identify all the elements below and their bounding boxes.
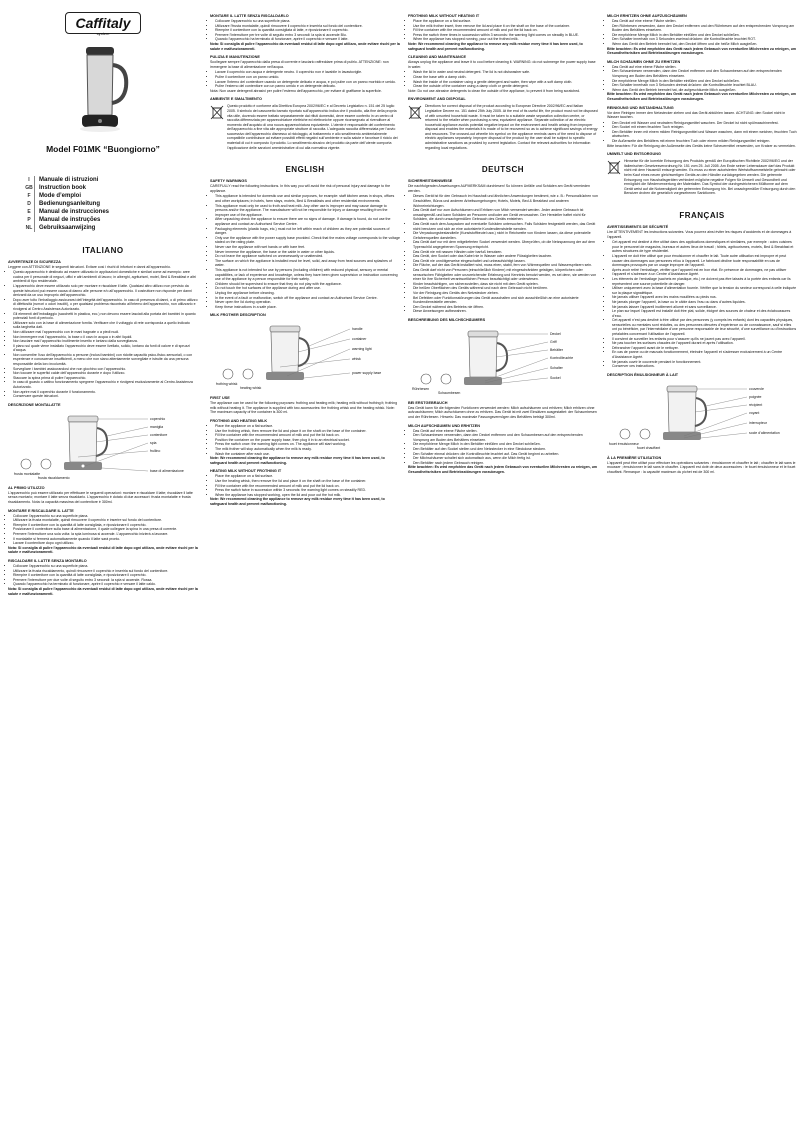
language-label: Instruction book (39, 184, 86, 191)
list-item: • Die Außenseite des Behälters mit einem feuchten Tuch oder einem milden Reinigungsmittel reinigen. (612, 139, 797, 144)
list-item: • Gli elementi dell’imballaggio (sacchetti in plastica, ecc.) non devono essere lasciati alla portata dei bambini in quanto potenziali fonti di pericolo. (13, 312, 198, 321)
diagram-label: Schaumbesen (438, 390, 461, 395)
list-item: • Cet appareil est destiné à être utilisé dans des applications domestiques et similaires, par exemple : coins cuisines pour le personnel de magasins, bureaux et autres lieux de travail ; hôtels, agritourismes, motels, Bed & Breakfast et autres structures de type résidentiel. (612, 240, 797, 254)
brand-name: Caffitaly (65, 12, 142, 34)
de-heat-note: Bitte beachten: Es wird empfohlen das Gerät nach jedem Gebrauch von eventuellen Milchresten zu reinigen, um Gesundheitsrisiken und Betriebsstörungen vorzubeugen. (607, 46, 797, 56)
column-english-deutsch (408, 10, 598, 476)
list-item: • Pulire l’esterno del contenitore con un panno umido e un detergente delicato. (215, 84, 400, 89)
list-item: • Ne jamais utiliser l’appareil avec les mains mouillées ou pieds nus. (612, 295, 797, 300)
frother-diagram-icon (210, 322, 400, 392)
list-item: • Den Behälter nach jedem Gebrauch reinigen. (413, 461, 598, 466)
language-label: Manuale di istruzioni (39, 176, 99, 183)
list-item: • Den Rührbesen verwenden, dann den Deckel entfernen und den Rührbesen auf den entsprechenden Vorsprung am Boden des Behälters einsetzen. (612, 24, 797, 33)
diagram-label: maniglia (150, 424, 164, 429)
list-item: • Fill the container with the recommended amount of milk and put the lid back on. (413, 28, 598, 33)
diagram-label: container (352, 337, 367, 342)
language-label: Mode d’emploi (39, 192, 81, 199)
en-foam-note: Note: We recommend cleaning the appliance to remove any milk residue every time it has been used, to safeguard health and prevent malfunctioning. (210, 456, 385, 465)
list-item: • The surface on which the appliance is installed must be level, solid, and away from heat sources and splashes of water. (215, 259, 400, 268)
language-label: Gebruiksaanwijzing (39, 224, 96, 231)
diagram-label: frullino (150, 448, 161, 453)
en-env-text: Directions for correct disposal of the product according to European Directive 2002/96/EC and Italian Legislative Decree no. 151 dated 25th July 2005. At the end of its useful life, the product must not be disposed of with unsorted household waste. It must be taken to a suitable waste separation collection centre, or returned to the retailer when purchasing a new, equivalent appliance. Separate collection of an electric household appliance avoids potential negative impact on the environment and health arising from improper disposal and enables the materials it is made of to be recovered so as to achieve significant savings of energy and resources. The crossed-out wheelie bin symbol on the appliance reminds users of the need to dispose of electric appliances separately. Improper disposal of the product by the user shall be subject to specific administrative sanctions as provided by current legislation. Contact the relevant authorities for information regarding local regulations. (425, 104, 598, 150)
list-item: • Wash the container after each use. (215, 452, 400, 457)
list-item: • Das Gerät nie unnötigerweise eingeschaltet und unbeaufsichtigt lassen. (413, 259, 598, 264)
list-item: • Das Gerät nie mit nassen Händen oder barfuß benutzen. (413, 250, 598, 255)
list-item: • Never immerse the appliance, the base or the cable in water or other liquids. (215, 250, 400, 255)
list-item: • Non aprire mai il coperchio durante il funzionamento. (13, 390, 198, 395)
list-item: • Place the appliance on a flat surface. (413, 19, 598, 24)
de-cold-title: MILCH SCHÄUMEN OHNE ZU ERHITZEN (607, 59, 681, 64)
de-first-use-title: BEI ERSTGEBRAUCH (408, 400, 448, 405)
it-env-text: Questo prodotto è conforme alla Direttiva Europea 2002/96/EC e al Decreto Legislativo n. 151 del 25 luglio 2005. Il simbolo del cassonetto barrato riportato sull’apparecchio indica che il prodotto, alla fine della propria vita utile, dovendo essere trattato separatamente dai rifiuti domestici, deve essere conferito in un centro di raccolta differenziata per apparecchiature elettriche ed elettroniche oppure riconsegnato al rivenditore al momento dell’acquisto di una nuova apparecchiatura equivalente. L’utente è responsabile del conferimento dell’apparecchio a fine vita alle appropriate strutture di raccolta. L’adeguata raccolta differenziata per l’avvio successivo dell’apparecchio dismesso al riciclaggio, al trattamento e allo smaltimento ambientalmente compatibile contribuisce ad evitare possibili effetti negativi sull’ambiente e sulla salute e favorisce il riciclo dei materiali di cui è composto il prodotto. Lo smaltimento abusivo del prodotto da parte dell’utente comporta l’applicazione delle sanzioni amministrative di cui alla normativa vigente. (227, 104, 398, 150)
list-item: • In caso di guasto o cattivo funzionamento spegnere l’apparecchio e rivolgersi esclusivamente al Centro Assistenza Autorizzato. (13, 380, 198, 389)
list-item: • Pulire il contenitore con un panno umido. (215, 75, 400, 80)
list-item: • Non lasciare mai l’apparecchio inutilmente inserito e lontano dalla sorveglianza. (13, 339, 198, 344)
list-item: • Das Gerät auf eine ebene Fläche stellen. (612, 65, 797, 70)
diagram-label: Griff (550, 339, 557, 344)
list-item: • Fill the container with the recommended amount of milk and put the lid back on. (215, 484, 400, 489)
en-env-block (408, 104, 598, 151)
de-diagram (408, 327, 598, 397)
list-item: • Riempire il contenitore con la quantità consigliata di latte, e riposizionare il coperchio. (215, 28, 400, 33)
diagram-label: Schalter (550, 365, 563, 370)
list-item: • Die empfohlene Menge Milch in den Behälter einfüllen und den Deckel schließen. (612, 33, 797, 38)
it-env-title: AMBIENTE E SMALTIMENTO (210, 97, 262, 102)
list-item: • Den Behälter innen mit einem milden Reinigungsmittel und Wasser waschen, dann mit einem weichen, feuchten Tuch abwischen. (612, 130, 797, 139)
list-item: • Il piano sul quale viene installato l’apparecchio deve essere livellato, solido, lontano da fonti di calore e di spruzzi d’acqua. (13, 344, 198, 353)
product-image (8, 43, 198, 138)
list-item: • Utilizzare l’frusta montalatte, quindi rimuovere il coperchio e inserirla sul fondo del contenitore. (215, 24, 400, 29)
de-clean-title: REINIGUNG UND INSTANDHALTUNG (607, 105, 674, 110)
list-item: • When the appliance has stopped running, pour out the frothed milk. (413, 37, 598, 42)
frother-diagram-icon (408, 327, 598, 397)
language-code: E (24, 208, 35, 216)
list-item: • Use the frothing whisk, then remove the lid and place it on the shaft on the base of the container. (215, 429, 400, 434)
list-item: • Lavare l’interno del contenitore usando un detergente delicato e acqua, e poi pulire con un panno morbido e umido. (215, 80, 400, 85)
fr-first-use-text: L’appareil peut être utilisé pour effectuer les opérations suivantes : émulsionner et chauffer le lait ; chauffer le lait sans le mousser ; émulsionner le lait sans le chauffer. L’appareil est doté de deux accessoires : le fouet émulsionneur et le fouet chauffant. Remarque : la capacité maximum du pichet est de 300 ml. (607, 460, 796, 474)
diagram-label: Behälter (550, 347, 564, 352)
it-cold-list (210, 19, 400, 42)
list-item: • Place the appliance on a flat surface. (215, 474, 400, 479)
en-desc-title: MILK FROTHER DESCRIPTION (210, 313, 266, 318)
column-italiano-english (210, 10, 400, 508)
en-heat-title: HEATING MILK WITHOUT FROTHING IT (210, 469, 282, 474)
en-cold-note: Note: We recommend cleaning the appliance to remove any milk residue every time it has been used, to safeguard health and prevent malfunctioning. (408, 41, 583, 51)
list-item: • Das Gerät, den Sockel oder das Kabel nie in Wasser oder andere Flüssigkeiten tauchen. (413, 254, 598, 259)
list-item: • In the event of a fault or malfunction, switch off the appliance and contact an Authorised Service Centre. (215, 296, 400, 301)
de-safety-list (408, 194, 598, 313)
list-item: • Die heißen Oberflächen des Geräts während und nach dem Gebrauch nicht berühren. (413, 286, 598, 291)
list-item: • Dopo aver tolto l’imballaggio assicurarsi dell’integrità dell’apparecchio. In caso di presenza di danni, o di primo utilizzo di difettosità (rumori o odori insoliti), o per qualsiasi problema riscontrato all’interno dell’apparecchio, non utilizzarlo e rivolgersi al Centro Assistenza Autorizzato. (13, 298, 198, 312)
en-diagram (210, 322, 400, 392)
fr-diagram (607, 382, 797, 452)
list-item: • Non immergere mai l’apparecchio, la base o il cavo in acqua o in altri liquidi. (13, 335, 198, 340)
language-item (24, 208, 198, 216)
list-item: • This appliance is not intended for use by persons (including children) with reduced physical, sensory or mental capabilities, or lack of experience and knowledge, unless they have been given supervision or instruction concerning use of the appliance by a person responsible for their safety. (215, 268, 400, 282)
it-heat-note: Nota: Si consiglia di pulire l’apparecchio da eventuali residui di latte dopo ogni utilizzo, onde evitare rischi per la salute e malfunzionamenti. (8, 586, 198, 596)
list-item: • Die empfohlene Menge Milch in den Behälter einfüllen und den Deckel schließen. (612, 79, 797, 84)
list-item: • Press the switch twice in succession within 3 seconds: the warning light comes on steadily RED. (215, 488, 400, 493)
list-item: • Packaging elements (plastic bags, etc.) must not be left within reach of children as they are potential sources of danger. (215, 227, 400, 236)
it-diagram (8, 412, 198, 482)
en-safety-intro: CAREFULLY read the following instructions. In this way you will avoid the risk of personal injury and damage to the appliance. (210, 184, 391, 193)
list-item: • Clean the outside of the container using a damp cloth or gentle detergent. (413, 84, 598, 89)
milk-frother-icon (68, 43, 138, 138)
list-item: • Den Schalter einmal drücken: die Kontrollleuchte leuchtet auf. Das Gerät beginnt zu arbeiten. (413, 452, 598, 457)
en-clean-text: Always unplug the appliance and leave it to cool before cleaning it. WARNING: do not submerge the power supply base in water. (408, 60, 596, 69)
crossed-bin-icon (607, 159, 621, 175)
diagram-label: Rührbesen (412, 386, 430, 391)
language-label: Manual de instruções (39, 216, 101, 223)
diagram-label: coperchio (150, 416, 166, 421)
language-item (24, 192, 198, 200)
list-item: • Non consentire l’uso dell’apparecchio a persone (inclusi bambini) con ridotte capacità psico-fisico-sensoriali, o con esperienze e conoscenze insufficienti, a meno che non siano attentamente sorvegliate e istruite da una persona responsabile della loro incolumità. (13, 353, 198, 367)
list-item: • Ne jamais ouvrir le couvercle pendant le fonctionnement. (612, 360, 797, 365)
list-item: • Clean the base with a damp cloth. (413, 75, 598, 80)
list-item: • Le plan sur lequel l’appareil est installé doit être plat, solide, éloigné des sources de chaleur et des éclaboussures d’eau. (612, 309, 797, 318)
list-item: • Der Milchschäumer schaltet sich automatisch aus, wenn die Milch fertig ist. (413, 456, 598, 461)
it-clean-list (210, 70, 400, 88)
list-item: • Ne jamais plonger l’appareil, la base ou le câble dans l’eau ou dans d’autres liquides. (612, 300, 797, 305)
list-item: • Dieses Gerät ist für den Gebrauch im Haushalt und ähnlichen Anwendungen bestimmt, wie z. B.: Personalküchen von Geschäften, Büros und anderen Arbeitsumgebungen; Hotels, Motels, Bed & Breakfast und anderen Wohneinrichtungen. (413, 194, 598, 208)
list-item: • Riempire il contenitore con la quantità di latte consigliata, e riposizionare il coperchio. (13, 573, 198, 578)
de-clean-list (607, 121, 797, 144)
list-item: • Fill the container with the recommended amount of milk and put the lid back on. (215, 433, 400, 438)
de-first-use-text: Das Gerät kann für die folgenden Funktionen verwendet werden: Milch aufschäumen und erhitzen; Milch erhitzen ohne aufzuschäumen; Milch aufschäumen ohne zu erhitzen. Das Gerät ist mit zwei Einsätzen ausgestattet: der Schaumbesen und der Rührbesen. Hinweis: Das maximale Fassungsvermögen des Behälters beträgt 300ml. (408, 405, 597, 420)
it-first-use-title: AL PRIMO UTILIZZO (8, 485, 45, 490)
language-item (24, 224, 198, 232)
list-item: • L’appareil ne doit être utilisé que pour émulsionner et chauffer le lait. Toute autre utilisation est impropre et peut causer des dommages aux personnes et/ou à l’appareil. Le fabricant décline toute responsabilité en cas de dommages provoqués par un usage impropre de l’appareil. (612, 254, 797, 268)
it-cold-title: MONTARE IL LATTE SENZA RISCALDARLO (210, 14, 289, 18)
it-cold-note: Nota: Si consiglia di pulire l’apparecchio da eventuali residui di latte dopo ogni utilizzo, onde evitare rischi per la salute e malfunzionamenti. (210, 41, 400, 51)
list-item: • Il convient de surveiller les enfants pour s’assurer qu’ils ne jouent pas avec l’appareil. (612, 337, 797, 342)
list-item: • Cet appareil n’est pas destiné à être utilisé par des personnes (y compris les enfants) dont les capacités physiques, sensorielles ou mentales sont réduites, ou des personnes dénuées d’expérience ou de connaissance, sauf si elles ont pu bénéficier, par l’intermédiaire d’une personne responsable de leur sécurité, d’une surveillance ou d’instructions préalables concernant l’utilisation de l’appareil. (612, 318, 797, 336)
brand-logo (8, 12, 198, 37)
list-item: • Ne jamais laisser l’appareil inutilement allumé et sans surveillance. (612, 305, 797, 310)
language-item (24, 176, 198, 184)
diagram-label: spia (150, 440, 157, 445)
brand-sub: system (96, 31, 110, 36)
language-label: Manual de instrucciones (39, 208, 110, 215)
language-item (24, 184, 198, 192)
list-item: • Den Schaumbesen verwenden, dann den Deckel entfernen und den Schaumbesen auf den entsprechenden Vorsprung am Boden des Behälters einsetzen. (413, 433, 598, 442)
list-item: • Das Gerät auf eine ebene Fläche stellen. (413, 429, 598, 434)
list-item: • Conserver ces instructions. (612, 364, 797, 369)
list-item: • En cas de panne ou de mauvais fonctionnement, éteindre l’appareil et s’adresser exclusivement à un Centre d’Assistance Agréé. (612, 350, 797, 359)
model-title: Model F01MK “Buongiorno” (46, 143, 160, 154)
en-foam-title: FROTHING AND HEATING MILK (210, 419, 268, 424)
en-clean-title: CLEANING AND MAINTENANCE (408, 55, 467, 60)
en-safety-list (210, 194, 400, 309)
en-first-use-title: FIRST USE (210, 396, 230, 401)
list-item: • When the appliance has stopped working, open the lid and pour out the hot milk. (215, 493, 400, 498)
list-item: • Die Verpackungsbestandteile (Kunststoffbeutel usw.) nicht in Reichweite von Kindern lassen, da diese potenzielle Gefahrenquellen darstellen. (413, 231, 598, 240)
list-item: • Wenn das Gerät den Betrieb beendet hat, den Deckel öffnen und die heiße Milch ausgießen. (612, 42, 797, 47)
list-item: • Utilizzare solo con la base di alimentazione fornita. Verificare che il voltaggio di rete corrisponda a quello indicato sulla targhetta dati. (13, 321, 198, 330)
de-cold-list (607, 65, 797, 93)
list-item: • Questo apparecchio è destinato ad essere utilizzato in applicazioni domestiche e similari come ad esempio: aree cucina per il personale di negozi, uffici e altri ambienti di lavoro; in alberghi, agriturismi, motel, Bed & Breakfast e altri ambienti di tipo residenziale. (13, 270, 198, 284)
list-item: • Vor der Reinigung des Geräts den Netzstecker ziehen. (413, 291, 598, 296)
language-code: GB (24, 184, 35, 192)
en-first-use-text: The appliance can be used for the following purposes: frothing and heating milk; heating milk without frothing it; frothing milk without heating it. The appliance is supplied with two accessories: the frothing whisk and the heating whisk. Note: The maximum capacity of the container is 300 ml. (210, 401, 398, 415)
language-item (24, 216, 198, 224)
list-item: • Bei Defekten oder Funktionsstörungen das Gerät ausschalten und sich ausschließlich an eine autorisierte Kundendienststelle wenden. (413, 296, 598, 305)
list-item: • Diese Anweisungen aufbewahren. (413, 309, 598, 314)
it-heat-list (8, 564, 198, 587)
diagram-label: fouet chauffant (637, 445, 661, 450)
language-list (24, 176, 198, 232)
diagram-label: Deckel (550, 331, 561, 336)
list-item: • Quando l’apparecchio ha terminato di funzionare, aprire il coperchio e versare il latte caldo. (13, 582, 198, 587)
language-code: I (24, 176, 35, 184)
list-item: • Staccare la spina prima di pulire l’apparecchio. (13, 376, 198, 381)
list-item: • Débrancher l’appareil avant de le nettoyer. (612, 346, 797, 351)
list-item: • Wash the lid in water and neutral detergent. The lid is not dishwasher safe. (413, 70, 598, 75)
language-code: F (24, 192, 35, 200)
list-item: • Posizionare il contenitore sulla base di alimentazione, il quale collegare la spina in una presa di corrente. (13, 527, 198, 532)
list-item: • Use the heating whisk, then remove the lid and place it on the shaft on the base of the container. (215, 479, 400, 484)
diagram-label: socle d’alimentation (749, 430, 780, 435)
diagram-label: whisk (352, 357, 361, 362)
list-item: • Premere l’interruttore per tre volte di seguito entro 3 secondi: la spia si accende Blu. (215, 33, 400, 38)
diagram-label: couvercle (749, 386, 764, 391)
list-item: • Das Gerät darf nur zum Aufschäumen und Erhitzen von Milch verwendet werden. Jeder andere Gebrauch ist unsachgemäß und kann Schäden an Personen und/oder am Gerät verursachen. Der Hersteller haftet nicht für Schäden, die durch unsachgemäßen Gebrauch des Geräts entstehen. (413, 208, 598, 222)
list-item: • Utilizzare la frusta montalatte, quindi rimuovere il coperchio e inserire sul fondo del contenitore. (13, 518, 198, 523)
list-item: • Wenn das Gerät den Betrieb beendet hat, die aufgeschäumte Milch ausgießen. (612, 88, 797, 93)
list-item: • Press the switch three times in succession within 3 seconds: the warning light comes on steadily in BLUE. (413, 33, 598, 38)
list-item: • Kinder beaufsichtigen, um sicherzustellen, dass sie nicht mit dem Gerät spielen. (413, 282, 598, 287)
list-item: • Wash the inside of the container using a gentle detergent and water, then wipe with a soft damp cloth. (413, 80, 598, 85)
list-item: • Use the milk frother insert, then remove the lid and place it on the shaft on the base of the container. (413, 24, 598, 29)
list-item: • Riempire il contenitore con la quantità di latte consigliata, e riposizionare il coperchio. (13, 523, 198, 528)
de-heat-title: MILCH ERHITZEN OHNE AUFZUSCHÄUMEN (607, 14, 687, 18)
en-env-title: ENVIRONMENT AND DISPOSAL (408, 97, 466, 102)
list-item: • Collocare l’apparecchio su una superficie piana. (13, 514, 198, 519)
list-item: • Do not touch the hot surfaces of the appliance during and after use. (215, 286, 400, 291)
language-code: P (24, 216, 35, 224)
it-desc-title: DESCRIZIONE MONTALATTE (8, 402, 61, 407)
fr-desc-title: DESCRIPTION ÉMULSIONNEUR À LAIT (607, 372, 679, 377)
fr-safety-list (607, 240, 797, 369)
diagram-label: voyant (749, 410, 760, 415)
diagram-label: récipient (749, 402, 763, 407)
de-env-block (607, 159, 797, 197)
it-foam-title: MONTARE E RISCALDARE IL LATTE (8, 508, 74, 513)
it-clean-note: Nota: Non usare detergenti abrasivi per pulire l’esterno dell’apparecchio, per evitare di graffiarne la superficie. (210, 88, 382, 93)
en-clean-note: Note: Do not use abrasive detergents to clean the outside of the appliance, to prevent it from being scratched. (408, 88, 581, 93)
list-item: • Premere l’interruttore una sola volta: la spia luminosa si accende. L’apparecchio inizierà a lavorare. (13, 532, 198, 537)
de-clean-text: Vor dem Reinigen immer den Netzstecker ziehen und das Gerät abkühlen lassen. ACHTUNG: den Sockel nicht in Wasser tauchen. (607, 110, 786, 120)
list-item: • This appliance is intended for domestic use and similar purposes, for example: staff kitchen areas in shops, offices and other workplaces; in hotels, farm stays, motels, Bed & Breakfasts and other residential environments. (215, 194, 400, 203)
list-item: • Den Deckel mit Wasser und neutralem Reinigungsmittel waschen. Der Deckel ist nicht spülmaschinenfest. (612, 121, 797, 126)
de-cold-note: Bitte beachten: Es wird empfohlen das Gerät nach jedem Gebrauch von eventuellen Milchresten zu reinigen, um Gesundheitsrisiken und Betriebsstörungen vorzubeugen. (607, 92, 797, 101)
it-safety-title: AVVERTENZE DI SICUREZZA (8, 259, 61, 264)
list-item: • Quando l’apparecchio ha terminato di funzionare, aprire il coperchio e versare il latte. (215, 37, 400, 42)
list-item: • Den Behälter auf den Sockel stellen und den Netzstecker in eine Steckdose stecken. (413, 447, 598, 452)
list-item: • Conservare queste istruzioni. (13, 394, 198, 399)
en-foam-list (210, 424, 400, 456)
list-item: • Only use the appliance with the power supply base provided. Check that the mains voltage corresponds to the voltage stated on the rating plate. (215, 236, 400, 245)
de-foam-list (408, 429, 598, 466)
list-item: • Den Schalter innerhalb von 3 Sekunden dreimal drücken: die Kontrollleuchte leuchtet BLAU. (612, 83, 797, 88)
it-first-use-text: L’apparecchio può essere utilizzato per effettuare le seguenti operazioni: montare e riscaldare il latte; riscaldare il latte senza montarlo; montare il latte senza riscaldarlo. L’apparecchio è dotato di due accessori: frusta montalatte e frusta riscaldamento. Nota: la capacità massima del contenitore è 300ml. (8, 490, 193, 504)
list-item: • Collocare l’apparecchio su una superficie piana. (215, 19, 400, 24)
diagram-label: base di alimentazione (150, 468, 184, 473)
de-env-text: Hinweise für die korrekte Entsorgung des Produkts gemäß der Europäischen Richtlinie 2002/96/EG und der italienischen Gesetzesverordnung Nr. 151 vom 25. Juli 2005. Am Ende seiner Lebensdauer darf das Produkt nicht mit dem Hausmüll entsorgt werden. Es muss zu einer autorisierten Wertstoffsammelstelle gebracht oder beim Kauf eines neuen gleichwertigen Geräts an den Händler zurückgegeben werden. Die getrennte Entsorgung von Haushaltsgeräten verhindert mögliche negative Folgen für Umwelt und Gesundheit und ermöglicht die Wiederverwertung der Materialien. Das Symbol der durchgestrichenen Mülltonne auf dem Gerät weist auf die Notwendigkeit der getrennten Entsorgung hin. Bei unsachgemäßer Entsorgung durch den Benutzer drohen die gesetzlich vorgesehenen Sanktionen. (624, 159, 796, 196)
it-foam-list (8, 514, 198, 546)
list-item: • Position the container on the power supply base, then plug it in to an electrical socket. (215, 438, 400, 443)
it-safety-list (8, 270, 198, 399)
list-item: • The milk frother will stop automatically when the milk is ready. (215, 447, 400, 452)
list-item: • Die Fläche, auf der das Gerät installiert wird, muss eben, stabil, fern von Wärmequellen und Wasserspritzern sein. (413, 263, 598, 268)
it-env-block (210, 104, 400, 151)
it-foam-note: Nota: Si consiglia di pulire l’apparecchio da eventuali residui di latte dopo ogni utilizzo, onde evitare rischi per la salute e malfunzionamenti. (8, 545, 198, 555)
list-item: • Non utilizzare mai l’apparecchio con le mani bagnate o a piedi nudi. (13, 330, 198, 335)
en-clean-list (408, 70, 598, 88)
list-item: • Utiliser uniquement avec la base d’alimentation fournie. Vérifier que la tension du secteur correspond à celle indiquée sur la plaque signalétique. (612, 286, 797, 295)
list-item: • Children should be supervised to ensure that they do not play with the appliance. (215, 282, 400, 287)
it-clean-title: PULIZIA E MANUTENZIONE (210, 55, 260, 60)
diagram-label: power supply base (352, 371, 382, 376)
column-cover-italiano (8, 10, 198, 597)
diagram-label: frusta riscaldamento (38, 475, 70, 480)
de-desc-title: BESCHREIBUNG DES MILCHSCHÄUMERS (408, 317, 486, 322)
list-item: • Les éléments de l’emballage (sachets en plastique, etc.) ne doivent pas être laissés à la portée des enfants car ils représentent une source potentielle de danger. (612, 277, 797, 286)
list-item: • Press the switch once: the warning light comes on. The appliance will start working. (215, 442, 400, 447)
en-cold-title: FROTHING MILK WITHOUT HEATING IT (408, 14, 480, 18)
list-item: • Die empfohlene Menge Milch in den Behälter einfüllen und den Deckel schließen. (413, 442, 598, 447)
list-item: • Utilizzare la frusta riscaldamento, quindi rimuovere il coperchio e inserirla sul fondo del contenitore. (13, 569, 198, 574)
column-deutsch-francais (607, 10, 797, 476)
de-foam-title: MILCH AUFSCHÄUMEN UND ERHITZEN (408, 423, 480, 428)
de-safety-intro: Die nachfolgenden Anweisungen AUFMERKSAM durchlesen! So können Unfälle und Schäden am Gerät vermieden werden. (408, 184, 590, 193)
list-item: • Premere l’interruttore per due volte di seguito entro 3 secondi: la spia si accende. Rossa. (13, 578, 198, 583)
list-item: • After unpacking check the appliance to ensure there are no signs of damage. If damage is found, do not use the appliance and contact an Authorised Service Centre. (215, 217, 400, 226)
list-item: • Ne pas toucher les surfaces chaudes de l’appareil durant et après l’utilisation. (612, 341, 797, 346)
diagram-label: frusta montalatte (14, 471, 41, 476)
en-heat-list (210, 474, 400, 497)
language-item (24, 200, 198, 208)
diagram-label: Kontrollleuchte (550, 355, 574, 360)
heading-italiano: ITALIANO (82, 245, 124, 255)
list-item: • Den Deckel während des Betriebs nie öffnen. (413, 305, 598, 310)
de-env-title: UMWELT UND ENTSORGUNG (607, 152, 661, 157)
de-clean-note: Bitte beachten: Für die Reinigung der Außenseite des Geräts keine Scheuermittel verwenden, um Kratzer zu vermeiden. (607, 143, 796, 148)
list-item: • L’apparecchio deve essere utilizzato solo per montare e riscaldare il latte. Qualsiasi altro utilizzo non previsto da queste istruzioni può essere causa di danno alle persone e/o all’apparecchio. Il costruttore non risponde per danni derivanti da un uso improprio dell’apparecchio. (13, 284, 198, 298)
list-item: • Das Gerät darf nur mit dem mitgelieferten Sockel verwendet werden. Überprüfen, ob die Netzspannung der auf dem Typenschild angegebenen Spannung entspricht. (413, 240, 598, 249)
list-item: • Lavare il coperchio con acqua e detergente neutro. Il coperchio non è lavabile in lavastoviglie. (215, 70, 400, 75)
list-item: • Après avoir retiré l’emballage, vérifier que l’appareil est en bon état. En présence de dommages, ne pas utiliser l’appareil et s’adresser à un Centre d’Assistance Agréé. (612, 268, 797, 277)
de-foam-note: Bitte beachten: Es wird empfohlen das Gerät nach jedem Gebrauch von eventuellen Milchresten zu reinigen, um Gesundheitsrisiken und Betriebsstörungen vorzubeugen. (408, 465, 598, 474)
list-item: • Den Schalter innerhalb von 3 Sekunden zweimal drücken: die Kontrollleuchte leuchtet ROT. (612, 37, 797, 42)
list-item: • Do not leave the appliance switched on unnecessarily or unattended. (215, 254, 400, 259)
diagram-label: fouet émulsionneur (609, 441, 639, 446)
heading-english: ENGLISH (285, 165, 325, 175)
list-item: • Lavare il contenitore dopo ogni utilizzo. (13, 541, 198, 546)
it-heat-title: RISCALDARE IL LATTE SENZA MONTARLO (8, 558, 87, 563)
it-safety-intro: Leggere con ATTENZIONE le seguenti istruzioni. Evitare così i rischi di infortuni e danni all’apparecchio. (8, 264, 171, 269)
list-item: • Place the appliance on a flat surface. (215, 424, 400, 429)
list-item: • Sorvegliare i bambini assicurandosi che non giochino con l’apparecchio. (13, 367, 198, 372)
it-clean-text: Scollegare sempre l’apparecchio dalla presa di corrente e lasciarlo raffreddare prima di pulirlo. ATTENZIONE: non immergere la base di alimentazione nell’acqua. (210, 60, 389, 69)
diagram-label: heating whisk (240, 386, 262, 391)
diagram-label: warning light (352, 347, 372, 352)
de-heat-list (607, 19, 797, 47)
list-item: • Den Schaumbesen verwenden, dann den Deckel entfernen und den Schaumbesen auf den entsprechenden Vorsprung am Boden des Behälters einsetzen. (612, 69, 797, 78)
list-item: • Collocare l’apparecchio su una superficie piana. (13, 564, 198, 569)
list-item: • Das Gerät nach dem Auspacken auf eventuelle Schäden untersuchen. Falls Schäden festgestellt werden, das Gerät nicht benutzen und sich an eine autorisierte Kundendienststelle wenden. (413, 222, 598, 231)
language-code: NL (24, 224, 35, 232)
list-item: • Il montalatte si fermerà automaticamente quando il latte sarà pronto. (13, 537, 198, 542)
list-item: • Never open the lid during operation. (215, 300, 400, 305)
list-item: • Das Gerät darf nicht von Personen (einschließlich Kindern) mit eingeschränkten geistigen, körperlichen oder sensorischen Fähigkeiten oder unzureichender Erfahrung und Kenntnis benutzt werden, es sei denn, sie werden von einer für ihre Sicherheit verantwortlichen Person beaufsichtigt oder unterwiesen. (413, 268, 598, 282)
en-heat-note: Note: We recommend cleaning the appliance to remove any milk residue every time it has been used, to safeguard health and prevent malfunctioning. (210, 497, 385, 506)
list-item: • Das Gerät auf eine ebene Fläche stellen. (612, 19, 797, 24)
fr-safety-intro: Lire ATTENTIVEMENT les instructions suivantes. Vous pourrez ainsi éviter les risques d’accidents et de dommages à l’appareil. (607, 230, 792, 239)
diagram-label: poignée (749, 394, 762, 399)
list-item: • Den Sockel mit einem feuchten Tuch reinigen. (612, 125, 797, 130)
language-label: Bedienungsanleitung (39, 200, 101, 207)
list-item: • Keep these instructions in a safe place. (215, 305, 400, 310)
diagram-label: interrupteur (749, 420, 767, 425)
diagram-label: contenitore (150, 432, 168, 437)
diagram-label: frothing whisk (216, 382, 238, 387)
crossed-bin-icon (210, 104, 224, 120)
list-item: • Unplug the appliance before cleaning. (215, 291, 400, 296)
diagram-label: handle (352, 327, 363, 332)
heading-deutsch: DEUTSCH (481, 165, 525, 175)
fr-safety-title: AVERTISSEMENTS DE SÉCURITÉ (607, 225, 669, 229)
language-code: D (24, 200, 35, 208)
list-item: • Never use the appliance with wet hands or with bare feet. (215, 245, 400, 250)
list-item: • This appliance must only be used to froth and heat milk. Any other use is improper and may cause damage to persons and/or the appliance. The manufacturer will not be responsible for injury or damage resulting from the improper use of the appliance. (215, 204, 400, 218)
en-safety-title: SAFETY WARNINGS (210, 179, 247, 184)
en-cold-list (408, 19, 598, 42)
diagram-label: Sockel (550, 375, 561, 380)
heading-francais: FRANÇAIS (679, 211, 725, 220)
fr-first-use-title: À LA PREMIÈRE UTILISATION (607, 455, 662, 460)
de-safety-title: SICHERHEITSHINWEISE (408, 179, 453, 184)
list-item: • Non toccare le superfici calde dell’apparecchio durante e dopo l’utilizzo. (13, 371, 198, 376)
crossed-bin-icon (408, 104, 422, 120)
